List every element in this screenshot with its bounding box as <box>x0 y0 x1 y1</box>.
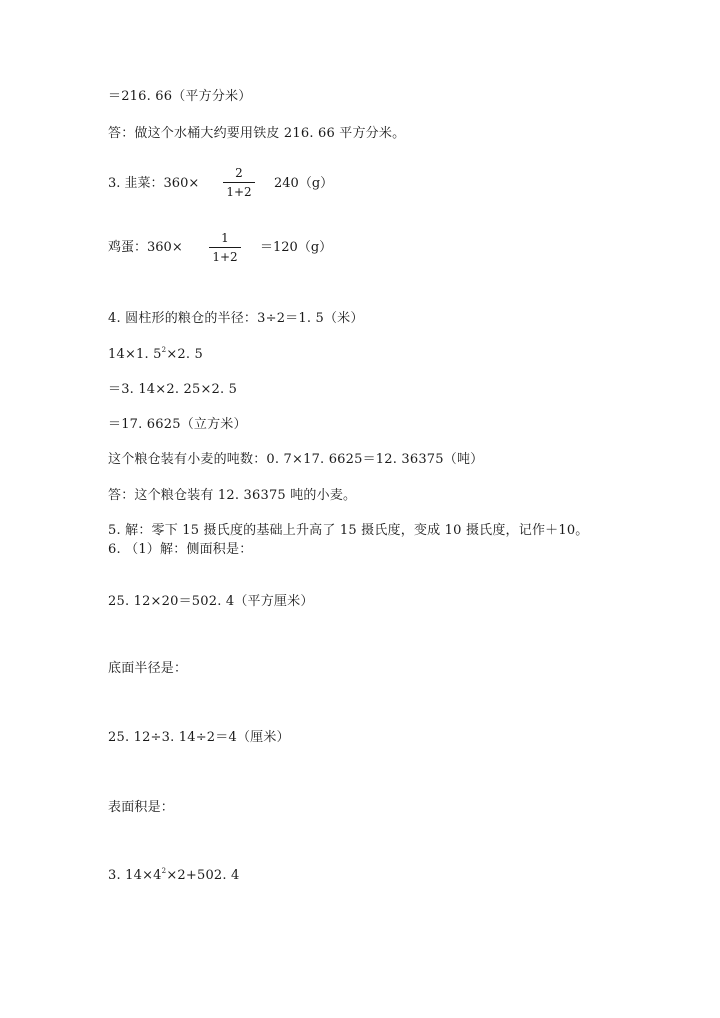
line-wheat-tonnage: 这个粮仓装有小麦的吨数：0. 7×17. 6625＝12. 36375（吨） <box>108 452 484 467</box>
line-lateral-area-calc: 25. 12×20＝502. 4（平方厘米） <box>108 594 314 609</box>
line-base-radius-heading: 底面半径是： <box>108 661 188 676</box>
surface-formula-exponent: 2 <box>161 867 167 875</box>
line-surface-area-heading: 表面积是： <box>108 800 175 815</box>
line-surface-area-calc <box>108 868 240 884</box>
line-volume-result: ＝17. 6625（立方米） <box>108 417 247 432</box>
surface-formula-a: 3. 14×4 <box>108 868 162 883</box>
egg-prefix: 鸡蛋：360× <box>108 240 183 255</box>
fraction-bar <box>209 247 241 248</box>
egg-fraction-denominator: 1+2 <box>212 250 238 264</box>
line-answer-bucket: 答：做这个水桶大约要用铁皮 216. 66 平方分米。 <box>108 126 406 141</box>
line-volume-step: ＝3. 14×2. 25×2. 5 <box>108 382 238 397</box>
line-base-radius-calc: 25. 12÷3. 14÷2＝4（厘米） <box>108 730 290 745</box>
egg-fraction-numerator: 1 <box>221 231 229 245</box>
egg-suffix: ＝120（g） <box>260 240 333 255</box>
line-temperature: 5. 解：零下 15 摄氏度的基础上升高了 15 摄氏度，变成 10 摄氏度，记作＋10。 <box>108 523 589 538</box>
egg-fraction <box>209 231 241 264</box>
volume-formula-b: ×2. 5 <box>166 347 204 362</box>
line-area-result: ＝216. 66（平方分米） <box>108 89 252 104</box>
leek-suffix: 240（g） <box>274 176 334 191</box>
leek-fraction-numerator: 2 <box>235 166 243 180</box>
leek-fraction-denominator: 1+2 <box>226 185 252 199</box>
line-granary-radius: 4. 圆柱形的粮仓的半径：3÷2＝1. 5（米） <box>108 311 364 326</box>
surface-formula-b: ×2+502. 4 <box>166 868 240 883</box>
line-lateral-area-heading: 6. （1）解：侧面积是： <box>108 542 253 557</box>
fraction-bar <box>223 182 255 183</box>
leek-prefix: 3. 韭菜：360× <box>108 176 200 191</box>
leek-fraction <box>223 166 255 199</box>
volume-formula-exponent: 2 <box>161 346 167 354</box>
line-answer-wheat: 答：这个粮仓装有 12. 36375 吨的小麦。 <box>108 488 357 503</box>
line-volume-formula <box>108 347 203 363</box>
volume-formula-a: 14×1. 5 <box>108 347 162 362</box>
